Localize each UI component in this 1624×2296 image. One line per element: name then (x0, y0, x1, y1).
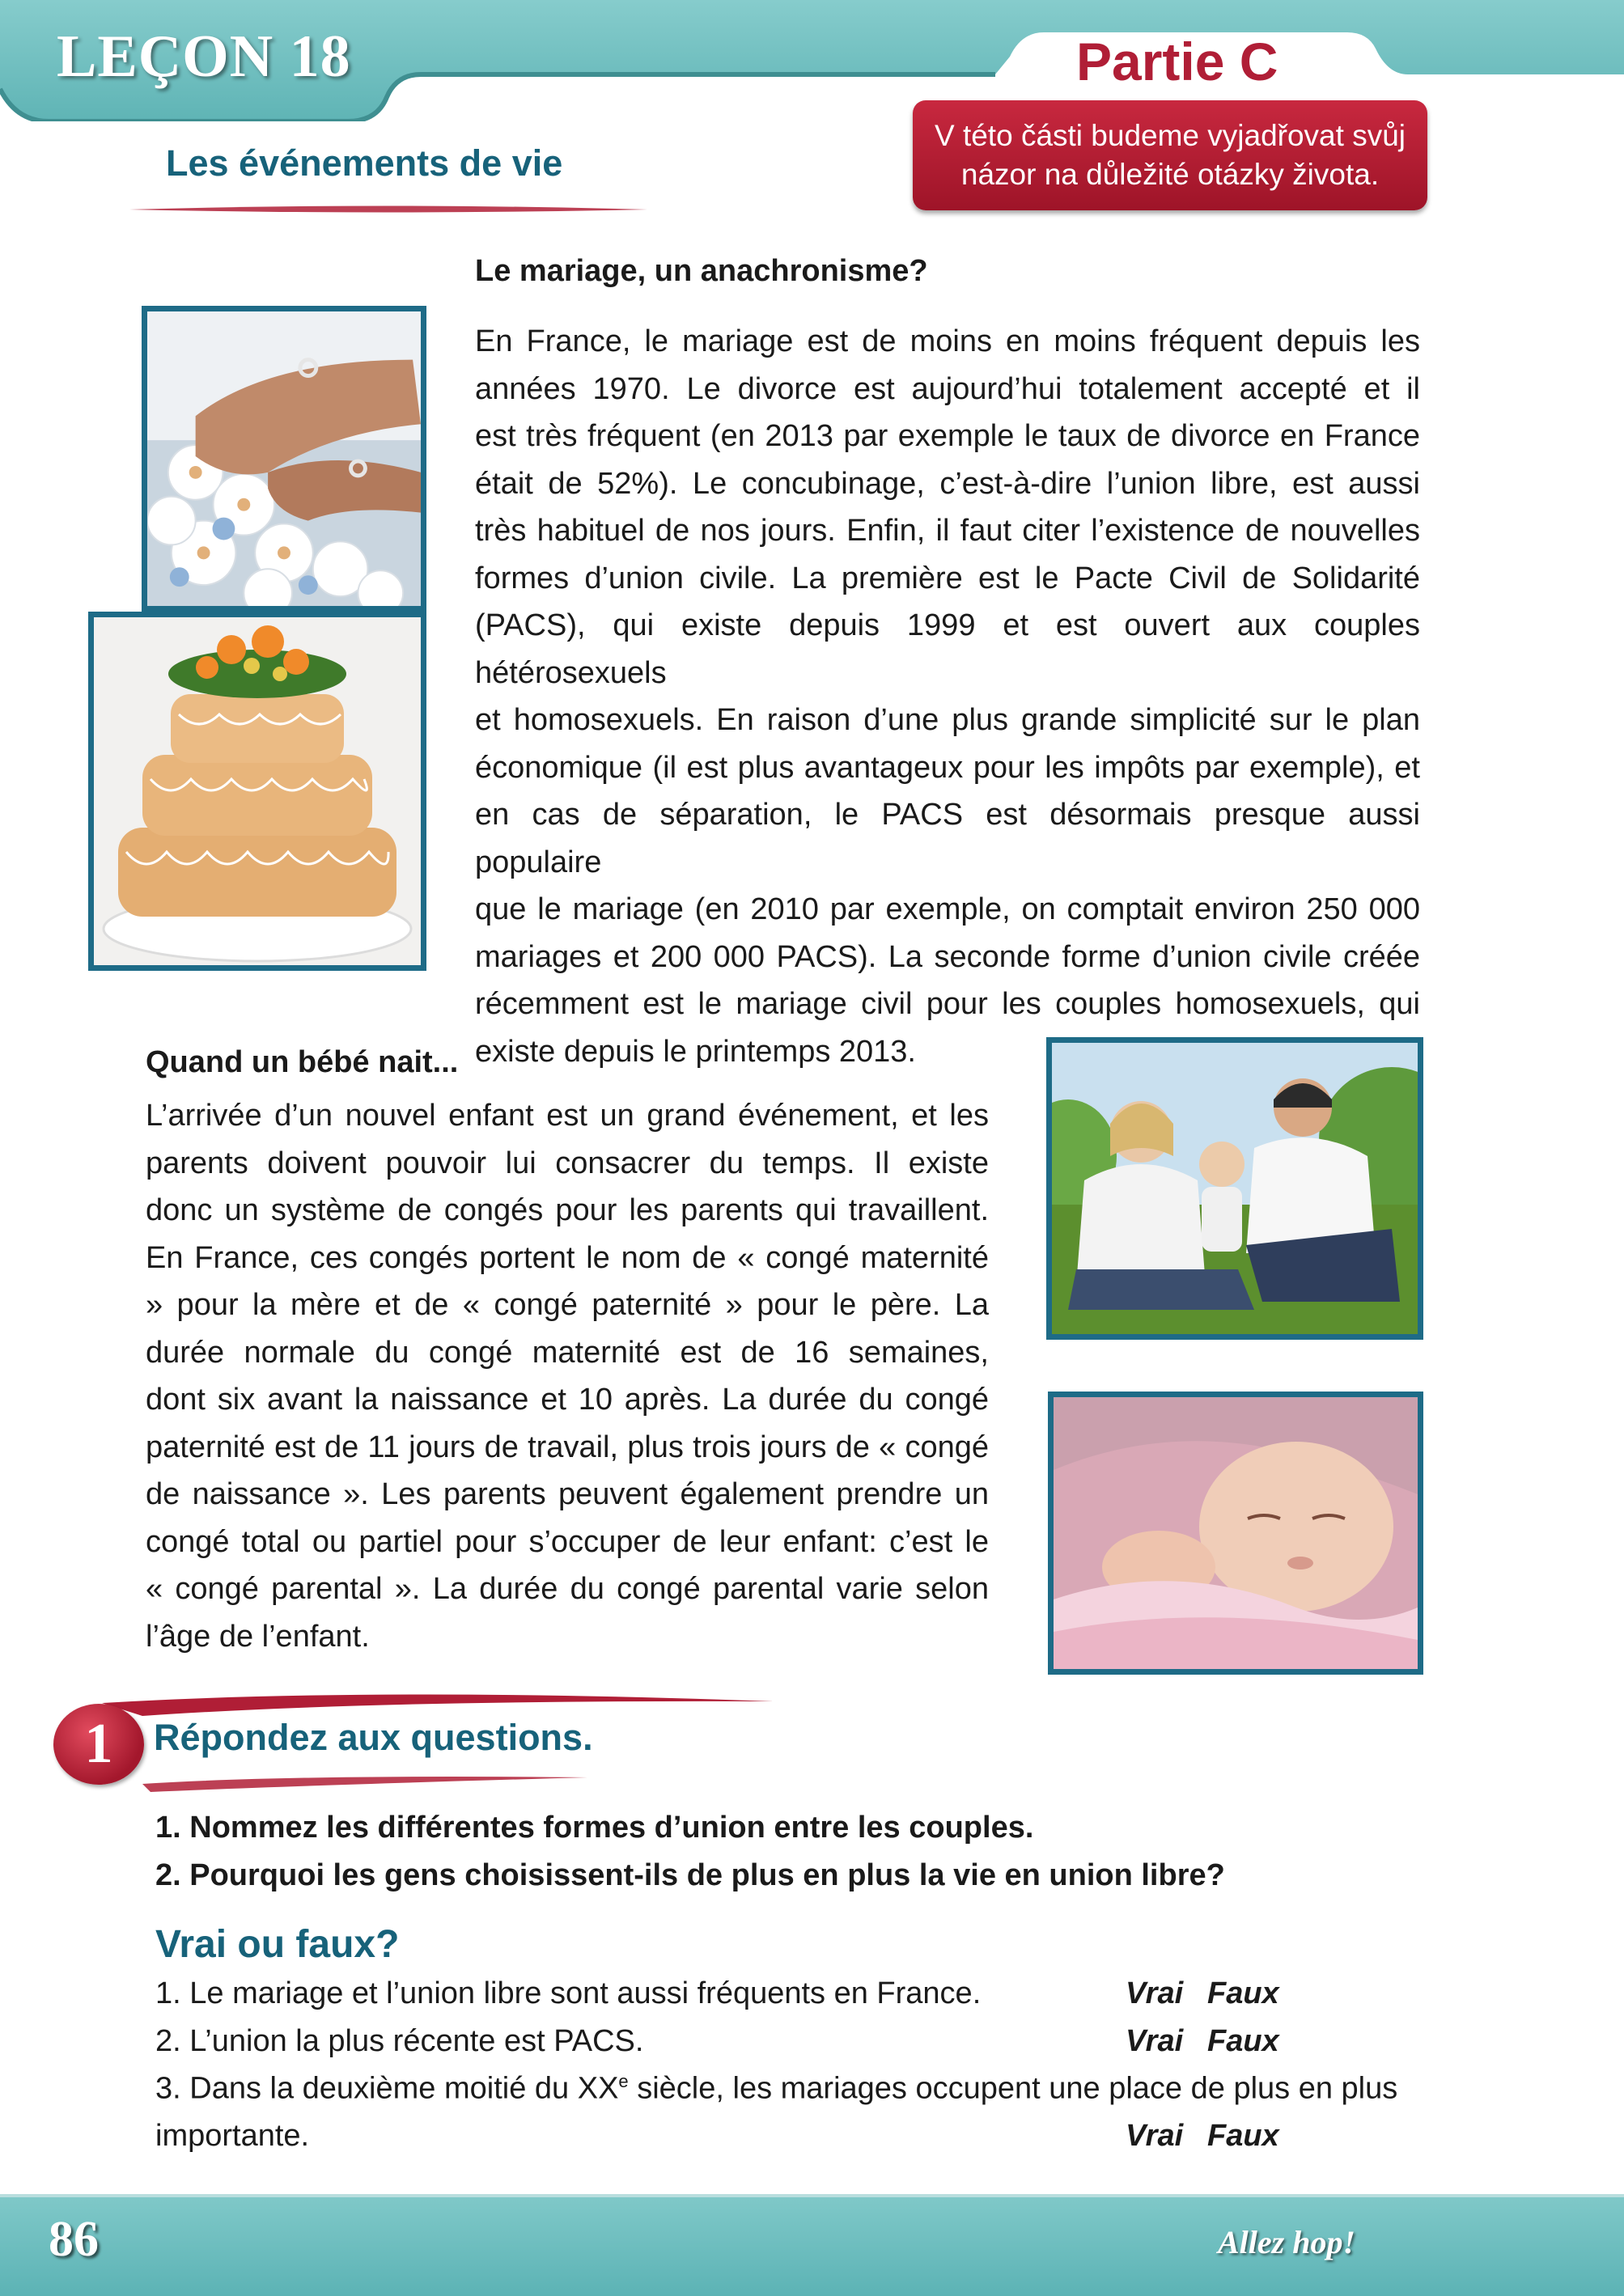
bebe-text-line: » pour la mère et de « congé paternité » pour le père. La (146, 1288, 989, 1322)
brand-name: Allez hop! (1218, 2224, 1356, 2260)
subtitle-underline (129, 204, 647, 215)
bebe-text-line: durée normale du congé maternité est de 16 semaines, (146, 1335, 989, 1370)
wedding-cake-photo (88, 612, 426, 971)
wedding-rings-illustration (147, 311, 421, 606)
statement-3-continuation: importante. (155, 2119, 310, 2153)
mariage-text-line: années 1970. Le divorce est aujourd’hui totalement accepté et il (475, 371, 1420, 406)
exercise-title: Répondez aux questions. (154, 1717, 593, 1758)
partie-title: Partie C (1076, 32, 1278, 91)
mariage-text-line: est très fréquent (en 2013 par exemple le taux de divorce en France (475, 419, 1420, 453)
family-photo (1046, 1037, 1423, 1340)
czech-note-line-1: V této části budeme vyjadřovat svůj (934, 119, 1406, 152)
mariage-text-line: mariages et 200 000 PACS). La seconde forme d’union civile créée (475, 939, 1420, 974)
mariage-paragraph (475, 318, 1420, 1075)
bebe-text-line: parents doivent pouvoir lui consacrer du temps. Il existe (146, 1146, 989, 1180)
mariage-text-line: en cas de séparation, le PACS est désormais presque aussi populaire (475, 798, 1420, 879)
vrai-faux-title: Vrai ou faux? (155, 1923, 400, 1966)
statement-1-faux[interactable]: Faux (1207, 1976, 1279, 2010)
wedding-rings-photo (142, 306, 426, 612)
statement-3-text-b: siècle, les mariages occupent une place de plus en plus (628, 2071, 1398, 2106)
footer-band (0, 2197, 1624, 2296)
statement-2: 2. L’union la plus récente est PACS. (155, 2024, 644, 2058)
statement-3-vrai[interactable]: Vrai (1126, 2119, 1184, 2153)
bebe-heading: Quand un bébé nait... (146, 1045, 459, 1079)
statement-3-text-a: 3. Dans la deuxième moitié du XX (155, 2071, 619, 2106)
bebe-text-line: congé total ou partiel pour s’occuper de leur enfant: c’est le (146, 1524, 989, 1559)
mariage-text-line: existe depuis le printemps 2013. (475, 1034, 916, 1069)
bebe-text-line: L’arrivée d’un nouvel enfant est un grand événement, et les (146, 1099, 989, 1133)
question-2: 2. Pourquoi les gens choisissent-ils de plus en plus la vie en union libre? (155, 1858, 1225, 1892)
mariage-text-line: (PACS), qui existe depuis 1999 et est ouvert aux couples hétérosexuels (475, 608, 1420, 690)
bebe-text-line: paternité est de 11 jours de travail, plus trois jours de « congé (146, 1430, 989, 1464)
czech-note-line-2: názor na důležité otázky života. (960, 158, 1380, 191)
question-1: 1. Nommez les différentes formes d’union entre les couples. (155, 1811, 1034, 1845)
bebe-text-line: En France, ces congés portent le nom de « congé maternité (146, 1240, 989, 1275)
statement-2-faux[interactable]: Faux (1207, 2024, 1279, 2058)
baby-photo (1048, 1392, 1423, 1675)
statement-1-vrai[interactable]: Vrai (1126, 1976, 1184, 2010)
mariage-text-line: que le mariage (en 2010 par exemple, on comptait environ 250 000 (475, 892, 1420, 926)
bebe-text-line: donc un système de congés pour les parents qui travaillent. (146, 1193, 989, 1227)
statement-3-superscript: e (618, 2071, 629, 2091)
statement-3 (155, 2071, 1450, 2107)
statement-3-faux[interactable]: Faux (1207, 2119, 1279, 2153)
mariage-text-line: très habituel de nos jours. Enfin, il faut citer l’existence de nouvelles (475, 514, 1420, 548)
statement-1: 1. Le mariage et l’union libre sont aussi fréquents en France. (155, 1976, 982, 2010)
bebe-text-line: de naissance ». Les parents peuvent également prendre un (146, 1477, 989, 1511)
mariage-text-line: formes d’union civile. La première est le Pacte Civil de Solidarité (475, 561, 1420, 595)
czech-note-box (913, 100, 1427, 210)
wedding-cake-illustration (94, 617, 421, 965)
bebe-paragraph (146, 1092, 989, 1660)
exercise-number-badge: 1 (53, 1704, 144, 1785)
page-number: 86 (49, 2212, 99, 2267)
statement-2-vrai[interactable]: Vrai (1126, 2024, 1184, 2058)
bebe-text-line: dont six avant la naissance et 10 après. La durée du congé (146, 1383, 989, 1417)
section-subtitle: Les événements de vie (166, 142, 563, 184)
bebe-text-line: « congé parental ». La durée du congé parental varie selon (146, 1572, 989, 1606)
mariage-text-line: En France, le mariage est de moins en moins fréquent depuis les (475, 324, 1420, 358)
mariage-text-line: récemment est le mariage civil pour les couples homosexuels, qui (475, 987, 1420, 1021)
bebe-text-line: l’âge de l’enfant. (146, 1619, 370, 1654)
mariage-text-line: et homosexuels. En raison d’une plus grande simplicité sur le plan (475, 703, 1420, 737)
baby-illustration (1054, 1397, 1418, 1669)
mariage-heading: Le mariage, un anachronisme? (475, 254, 928, 288)
mariage-text-line: économique (il est plus avantageux pour les impôts par exemple), et (475, 750, 1420, 785)
mariage-text-line: était de 52%). Le concubinage, c’est-à-dire l’union libre, est aussi (475, 466, 1420, 501)
family-illustration (1052, 1043, 1418, 1334)
lesson-title: LEÇON 18 (57, 23, 351, 90)
